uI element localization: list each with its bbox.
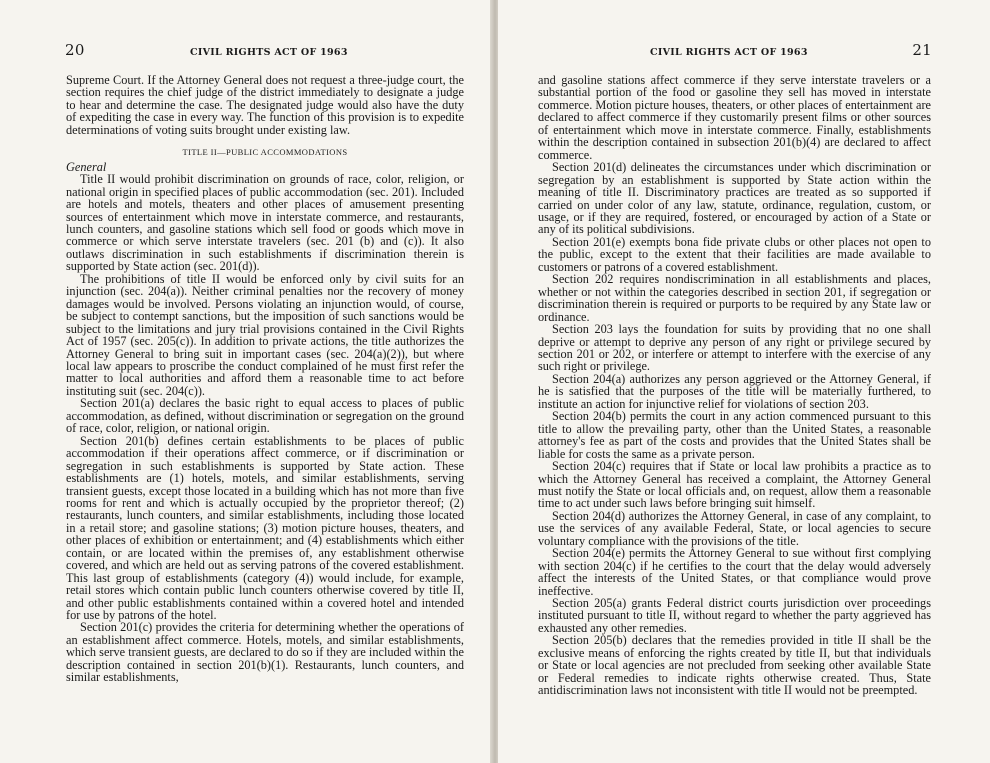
paragraph: Section 201(b) defines certain establishments to be places of public accommodation if their operations affect commerce, or if discrimination or segregation in such establishments is supported by State action. These establishments are (1) hotels, motels, and similar establishments, serving transient guests, except those located in a building which has not more than five rooms for rent and which is actually occupied by the proprietor thereof; (2) restaurants, lunch counters, and similar establishments, including those located in a retail store; and gasoline stations; (3) motion picture houses, theaters, and other places of exhibition or entertainment; and (4) establishments which either contain, or are located within the premises of, any establishment otherwise covered, and which are held out as serving patrons of the covered establishment. This last group of establishments (category (4)) would include, for example, retail stores which contain public lunch counters otherwise covered by title II, and other public establishments contained within a covered hotel and intended for use by patrons of the hotel. <box>66 433 464 623</box>
paragraph: Section 203 lays the foundation for suits by providing that no one shall deprive or attempt to deprive any person of any right or privilege secured by section 201 or 202, or interfere or attempt to interfere with the exercise of any such right or privilege. <box>538 322 931 374</box>
paragraph: Section 204(d) authorizes the Attorney General, in case of any complaint, to use the services of any available Federal, State, or local agencies to secure voluntary compliance with the provisions of the title. <box>538 508 931 548</box>
paragraph: Section 204(b) permits the court in any action commenced pursuant to this title to allow the prevailing party, other than the United States, a reasonable attorney's fee as part of the costs and provides that the United States shall be liable for costs the same as a private person. <box>538 409 931 461</box>
paragraph: Section 204(c) requires that if State or local law prohibits a practice as to which the Attorney General has received a complaint, the Attorney General must notify the State or local officials and, on request, allow them a reasonable time to act under such laws before bringing suit himself. <box>538 459 931 511</box>
left-page-header <box>0 41 492 64</box>
left-page <box>0 0 492 763</box>
subheading: General <box>66 159 107 174</box>
right-page <box>498 0 990 763</box>
page-number: 21 <box>912 41 932 59</box>
paragraph: Section 201(e) exempts bona fide private clubs or other places not open to the public, except to the extent that their facilities are made available to customers or patrons of a covered establishment. <box>538 234 931 274</box>
page-number: 20 <box>65 41 85 59</box>
running-title: CIVIL RIGHTS ACT OF 1963 <box>190 47 348 58</box>
paragraph: Section 205(a) grants Federal district courts jurisdiction over proceedings instituted pursuant to title II, without regard to whether the party aggrieved has exhausted any other remedies. <box>538 596 931 635</box>
paragraph: The prohibitions of title II would be enforced only by civil suits for an injunction (sec. 204(a)). Neither criminal penalties nor the recovery of money damages would be involved. Persons violating an injunction would, of course, be subject to contempt sanctions, but the imposition of such sanctions would be subject to the limitations and jury trial provisions contained in the Civil Rights Act of 1957 (sec. 205(c)). In addition to private actions, the title authorizes the Attorney General to bring suit in important cases (sec. 204(a)(2)), but where local law appears to proscribe the conduct complained of he must first refer the matter to local authorities and afford them a reasonable time to act before instituting suit (sec. 204(c)). <box>66 271 464 398</box>
paragraph: Title II would prohibit discrimination on grounds of race, color, religion, or national origin in specified places of public accommodation (sec. 201). Included are hotels and motels, theaters and other places of amusement presenting sources of entertainment which move in interstate commerce, and restaurants, lunch counters, and gasoline stations which sell food or goods which move in commerce or which serve interstate travelers (sec. 201 (b) and (c)). It also outlaws discrimination in such establishments if discrimination therein is supported by State action (sec. 201(d)). <box>66 172 464 274</box>
paragraph: Section 201(a) declares the basic right to equal access to places of public accommodation, as defined, without discrimination or segregation on the ground of race, color, religion, or national origin. <box>66 396 464 436</box>
paragraph: Section 201(d) delineates the circumstances under which discrimination or segregation by an establishment is supported by State action within the meaning of title II. Discriminatory practices are treated as so supported if carried on under color of any law, statute, ordinance, regulation, custom, or usage, or if they are required, fostered, or encouraged by action of a State or any of its political subdivisions. <box>538 160 931 237</box>
paragraph: Section 204(e) permits the Attorney General to sue without first complying with section 204(c) if he certifies to the court that the delay would adversely affect the interests of the United States, or that compliance would prove ineffective. <box>538 546 931 598</box>
paragraph: Supreme Court. If the Attorney General does not request a three-judge court, the section requires the chief judge of the district immediately to designate a judge to hear and determine the case. The designated judge would also have the duty of expediting the case in every way. The function of this provision is to expedite determinations of voting suits brought under existing law. <box>66 73 464 137</box>
paragraph: Section 201(c) provides the criteria for determining whether the operations of an establishment affect commerce. Hotels, motels, and similar establishments, which serve transient guests, are declared to do so if they are included within the description contained in section 201(b)(1). Restaurants, lunch counters, and similar establishments, <box>66 620 464 685</box>
right-page-body <box>538 74 931 697</box>
paragraph: Section 202 requires nondiscrimination in all establishments and places, whether or not within the categories described in section 201, if segregation or discrimination therein is required or purports to be required by any State law or ordinance. <box>538 272 931 324</box>
paragraph: Section 204(a) authorizes any person aggrieved or the Attorney General, if he is satisfied that the purposes of the title will be materially furthered, to institute an action for injunctive relief for violations of section 203. <box>538 371 931 411</box>
section-heading: TITLE II—PUBLIC ACCOMMODATIONS <box>182 147 348 158</box>
left-page-body <box>66 74 464 684</box>
paragraph: and gasoline stations affect commerce if they serve interstate travelers or a substantial portion of the food or gasoline they sell has moved in interstate commerce. Motion picture houses, theaters, or other places of entertainment are declared to affect commerce if they customarily present films or other sources of entertainment which move in interstate commerce. Finally, establishments within the description contained in subsection 201(b)(4) are declared to affect commerce. <box>538 73 931 162</box>
running-title: CIVIL RIGHTS ACT OF 1963 <box>650 47 808 58</box>
right-page-header <box>498 41 990 64</box>
paragraph: Section 205(b) declares that the remedies provided in title II shall be the exclusive means of enforcing the rights created by title II, but that individuals or State or local agencies are not precluded from seeking other available State or Federal remedies to indicate rights otherwise created. Thus, State antidiscrimination laws not inconsistent with title II would not be preempted. <box>538 633 931 698</box>
